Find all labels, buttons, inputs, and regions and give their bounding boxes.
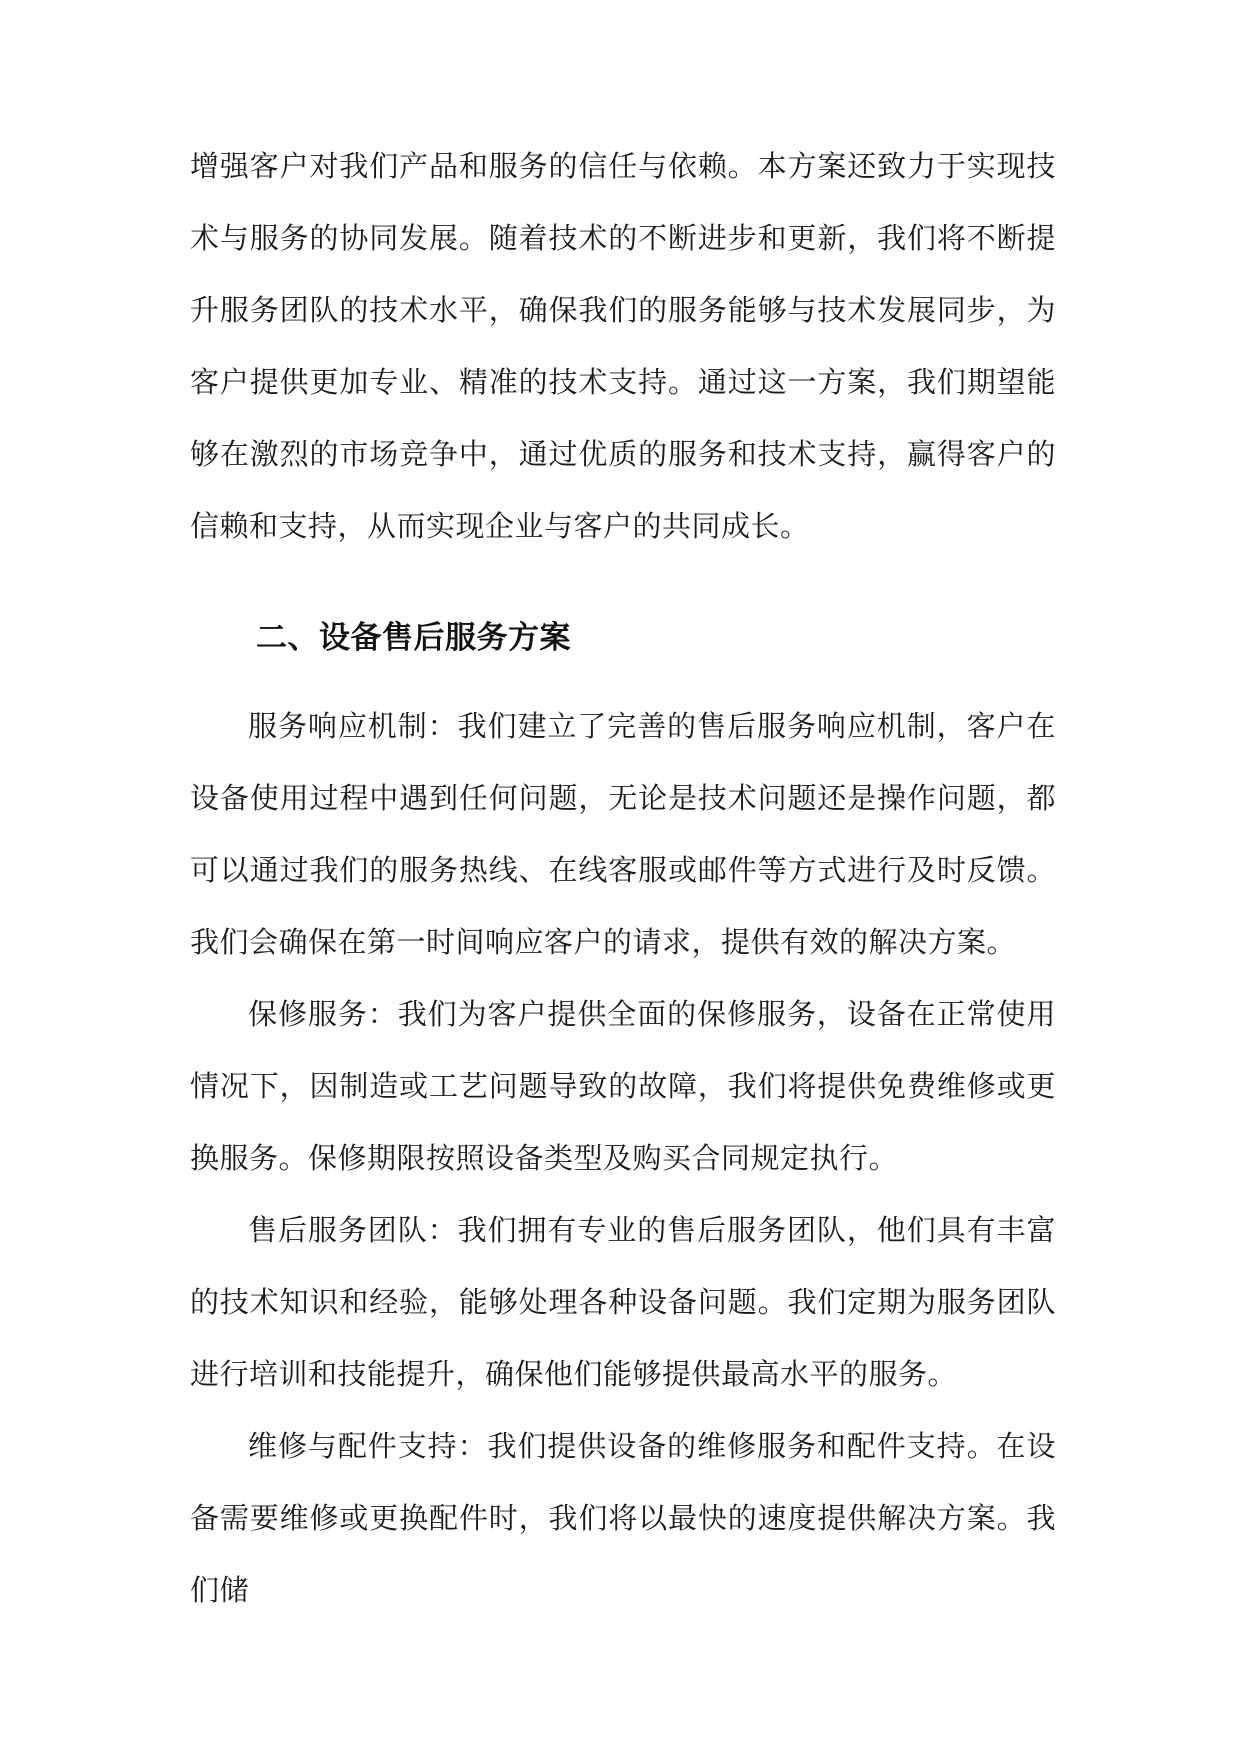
paragraph-warranty: 保修服务：我们为客户提供全面的保修服务，设备在正常使用情况下，因制造或工艺问题导致的故障，我们将提供免费维修或更换服务。保修期限按照设备类型及购买合同规定执行。 — [190, 997, 1056, 1175]
paragraph-service-team: 售后服务团队：我们拥有专业的售后服务团队，他们具有丰富的技术知识和经验，能够处理各种设备问题。我们定期为服务团队进行培训和技能提升，确保他们能够提供最高水平的服务。 — [190, 1213, 1056, 1391]
document-body — [190, 130, 1056, 1626]
section-heading: 二、设备售后服务方案 — [256, 620, 571, 656]
paragraph-service-response: 服务响应机制：我们建立了完善的售后服务响应机制，客户在设备使用过程中遇到任何问题，无论是技术问题还是操作问题，都可以通过我们的服务热线、在线客服或邮件等方式进行及时反馈。我们会确保在第一时间响应客户的请求，提供有效的解决方案。 — [190, 709, 1056, 959]
intro-paragraph: 增强客户对我们产品和服务的信任与依赖。本方案还致力于实现技术与服务的协同发展。随着技术的不断进步和更新，我们将不断提升服务团队的技术水平，确保我们的服务能够与技术发展同步，为客户提供更加专业、精准的技术支持。通过这一方案，我们期望能够在激烈的市场竞争中，通过优质的服务和技术支持，赢得客户的信赖和支持，从而实现企业与客户的共同成长。 — [190, 149, 1056, 543]
paragraph-repair-parts: 维修与配件支持：我们提供设备的维修服务和配件支持。在设备需要维修或更换配件时，我们将以最快的速度提供解决方案。我们储 — [190, 1429, 1056, 1607]
